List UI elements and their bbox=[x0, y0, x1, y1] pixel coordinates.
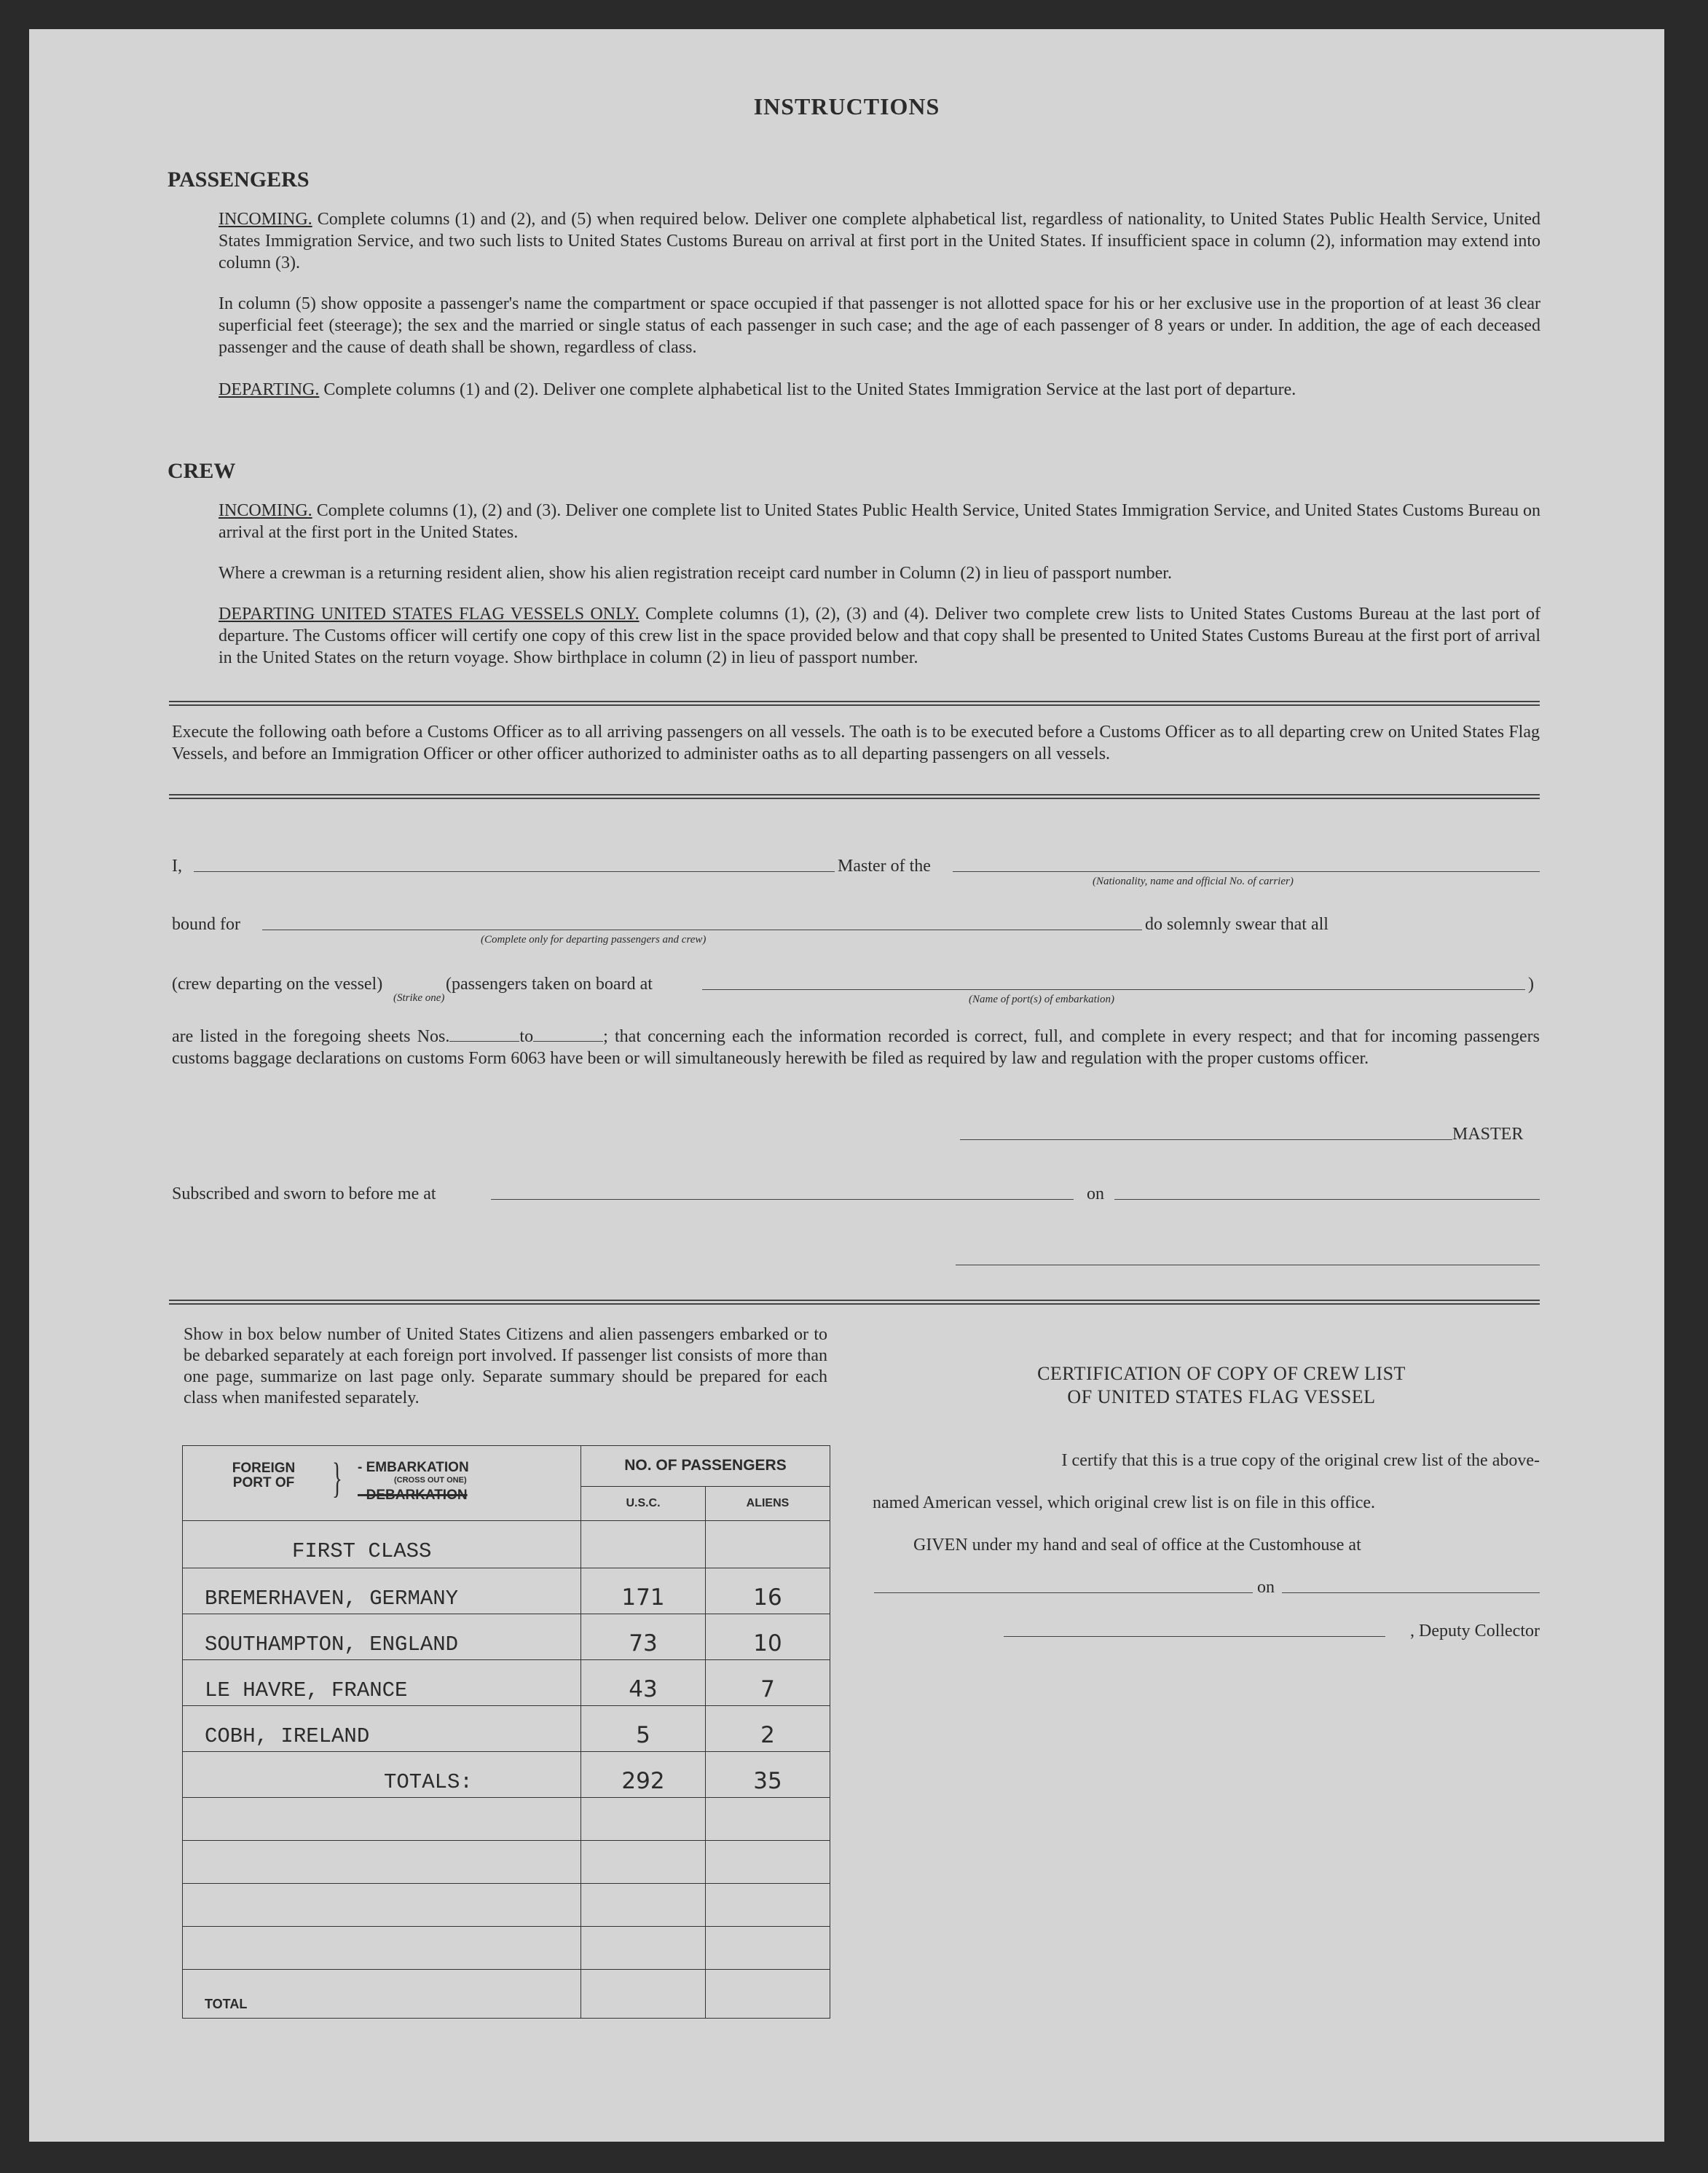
table-row bbox=[183, 1660, 830, 1706]
blank-cell[interactable] bbox=[581, 1841, 706, 1884]
port-cell: SOUTHAMPTON, ENGLAND bbox=[183, 1614, 581, 1660]
aliens-cell bbox=[706, 1521, 830, 1568]
crew-incoming-paragraph bbox=[219, 500, 1540, 543]
certify-line3: GIVEN under my hand and seal of office at the Customhouse at bbox=[913, 1536, 1361, 1555]
on-label: on bbox=[1087, 1184, 1104, 1203]
totals-aliens-cell: 35 bbox=[706, 1752, 830, 1798]
passengers-column5-paragraph: In column (5) show opposite a passenger's name the compartment or space occupied if that passenger is not allotted space for his or her exclusive use in the proportion of at least 36 clear superficial feet (steerage); the sex and the married or single status of each passenger in such case; and the age of each passenger of 8 years or under. In addition, the age of each deceased passenger and the cause of death shall be shown, regardless of class. bbox=[219, 294, 1540, 357]
port-cell: BREMERHAVEN, GERMANY bbox=[183, 1568, 581, 1614]
port-cell: COBH, IRELAND bbox=[183, 1706, 581, 1752]
table-row bbox=[183, 1884, 830, 1927]
listed-paragraph bbox=[172, 1026, 1540, 1069]
double-rule bbox=[169, 701, 1540, 706]
blank-cell[interactable] bbox=[183, 1841, 581, 1884]
table-row bbox=[183, 1568, 830, 1614]
crew-departing-paragraph bbox=[219, 603, 1540, 669]
sworn-date-field[interactable] bbox=[1114, 1199, 1540, 1200]
table-row bbox=[183, 1706, 830, 1752]
passengers-incoming-label: INCOMING. bbox=[219, 210, 312, 229]
embark-caption: (Name of port(s) of embarkation) bbox=[969, 994, 1114, 1005]
certification-title-line1: CERTIFICATION OF COPY OF CREW LIST bbox=[1037, 1363, 1406, 1384]
listed-text-2: ; that concerning each the information recorded is correct, full, and complete in every respect; and that for incoming passengers customs baggage declarations on customs Form 6063 have been or will simultaneously herewith be filed as required by law and regulation with the proper customs officer. bbox=[172, 1027, 1540, 1068]
bound-caption: (Complete only for departing passengers and crew) bbox=[481, 934, 707, 946]
deputy-signature-field[interactable] bbox=[1004, 1636, 1385, 1637]
blank-cell[interactable] bbox=[706, 1841, 830, 1884]
aliens-header: ALIENS bbox=[706, 1486, 830, 1520]
page-title: INSTRUCTIONS bbox=[753, 93, 940, 119]
totals-usc-cell: 292 bbox=[581, 1752, 706, 1798]
summary-instructions: Show in box below number of United States Citizens and alien passengers embarked or to be debarked separately at each foreign port involved. If passenger list consists of more than one page, summarize on last page only. Separate summary should be prepared for each class when manifested separately. bbox=[184, 1325, 827, 1407]
blank-cell[interactable] bbox=[581, 1798, 706, 1841]
table-row bbox=[183, 1927, 830, 1970]
cert-on-label: on bbox=[1257, 1578, 1275, 1597]
embarkation-port-field[interactable] bbox=[702, 989, 1525, 990]
master-signature-field[interactable] bbox=[960, 1139, 1452, 1140]
passenger-summary-table bbox=[182, 1445, 830, 2019]
cross-out-note: (CROSS OUT ONE) bbox=[394, 1476, 467, 1485]
usc-cell: 43 bbox=[581, 1660, 706, 1706]
strike-one-caption: (Strike one) bbox=[393, 992, 445, 1004]
no-of-passengers-header: NO. OF PASSENGERS bbox=[581, 1446, 830, 1487]
usc-cell: 5 bbox=[581, 1706, 706, 1752]
table-row bbox=[183, 1752, 830, 1798]
passengers-incoming-paragraph bbox=[219, 208, 1540, 274]
master-of-the-label: Master of the bbox=[838, 857, 931, 876]
usc-cell: 171 bbox=[581, 1568, 706, 1614]
sheet-to-field[interactable] bbox=[533, 1026, 603, 1042]
blank-cell[interactable] bbox=[706, 1884, 830, 1927]
carrier-caption: (Nationality, name and official No. of carrier) bbox=[1093, 876, 1294, 887]
listed-text-1: are listed in the foregoing sheets Nos. bbox=[172, 1027, 450, 1046]
crew-incoming-text: Complete columns (1), (2) and (3). Deliver one complete list to United States Public Health Service, United States Immigration Service, and United States Customs Bureau on arrival at the first port in the United States. bbox=[219, 501, 1541, 542]
usc-header: U.S.C. bbox=[581, 1486, 706, 1520]
crew-departing-label: DEPARTING UNITED STATES FLAG VESSELS ONLY. bbox=[219, 605, 639, 624]
bound-for-label: bound for bbox=[172, 915, 240, 934]
total-aliens-cell[interactable] bbox=[706, 1970, 830, 2019]
passengers-heading: PASSENGERS bbox=[168, 168, 310, 192]
deputy-collector-label: , Deputy Collector bbox=[1410, 1622, 1540, 1640]
port-header-cell bbox=[183, 1446, 581, 1521]
cert-date-field[interactable] bbox=[1282, 1592, 1540, 1593]
table-row bbox=[183, 1798, 830, 1841]
listed-to: to bbox=[519, 1027, 534, 1046]
crew-incoming-label: INCOMING. bbox=[219, 501, 312, 520]
crew-heading: CREW bbox=[168, 459, 236, 483]
oath-i-label: I, bbox=[172, 857, 182, 876]
oath-instructions: Execute the following oath before a Customs Officer as to all arriving passengers on all vessels. The oath is to be executed before a Customs Officer as to all departing crew on United States Flag Vessels, and before an Immigration Officer or other officer authorized to administer oaths as to all departing passengers on all vessels. bbox=[172, 723, 1540, 763]
passengers-incoming-text: Complete columns (1) and (2), and (5) when required below. Deliver one complete alphabetical list, regardless of nationality, to United States Public Health Service, United States Immigration Service, and two such lists to United States Customs Bureau on arrival at first port in the United States. If insufficient space in column (2), information may extend into column (3). bbox=[219, 210, 1540, 272]
blank-cell[interactable] bbox=[183, 1927, 581, 1970]
blank-cell[interactable] bbox=[183, 1884, 581, 1927]
blank-cell[interactable] bbox=[183, 1798, 581, 1841]
swear-text: do solemnly swear that all bbox=[1145, 915, 1329, 934]
crew-departing-text: Complete columns (1), (2), (3) and (4). Deliver two complete crew lists to United States Customs Bureau at the last port of departure. The Customs officer will certify one copy of this crew list in the space provided below and that copy shall be presented to United States Customs Bureau at the first port of arrival in the United States on the return voyage. Show birthplace in column (2) in lieu of passport number. bbox=[219, 605, 1541, 667]
port-cell: LE HAVRE, FRANCE bbox=[183, 1660, 581, 1706]
close-paren: ) bbox=[1528, 975, 1534, 994]
class-label-cell: FIRST CLASS bbox=[183, 1521, 581, 1568]
crew-resident-paragraph: Where a crewman is a returning resident alien, show his alien registration receipt card number in Column (2) in lieu of passport number. bbox=[219, 564, 1172, 583]
table-row bbox=[183, 1614, 830, 1660]
total-usc-cell[interactable] bbox=[581, 1970, 706, 2019]
blank-cell[interactable] bbox=[581, 1884, 706, 1927]
usc-cell bbox=[581, 1521, 706, 1568]
aliens-cell: 16 bbox=[706, 1568, 830, 1614]
subscribed-label: Subscribed and sworn to before me at bbox=[172, 1184, 436, 1203]
master-name-field[interactable] bbox=[194, 871, 835, 872]
foreign-port-of-header: FOREIGN PORT OF bbox=[232, 1461, 296, 1490]
table-row bbox=[183, 1841, 830, 1884]
brace-glyph: } bbox=[331, 1454, 342, 1501]
table-row bbox=[183, 1521, 830, 1568]
passengers-departing-paragraph bbox=[219, 379, 1540, 401]
blank-cell[interactable] bbox=[706, 1798, 830, 1841]
carrier-field[interactable] bbox=[953, 871, 1540, 872]
passengers-departing-text: Complete columns (1) and (2). Deliver one complete alphabetical list to the United States Immigration Service at the last port of departure. bbox=[323, 380, 1296, 399]
double-rule bbox=[169, 1300, 1540, 1305]
usc-cell: 73 bbox=[581, 1614, 706, 1660]
certification-title bbox=[903, 1362, 1540, 1409]
certify-line1: I certify that this is a true copy of the original crew list of the above- bbox=[1061, 1451, 1540, 1470]
passengers-taken-label: (passengers taken on board at bbox=[446, 975, 653, 994]
table-row bbox=[183, 1970, 830, 2019]
embarkation-option: - EMBARKATION bbox=[358, 1460, 469, 1475]
form-page bbox=[29, 29, 1664, 2142]
debarkation-option: - DEBARKATION bbox=[358, 1488, 468, 1503]
totals-label-cell: TOTALS: bbox=[183, 1752, 581, 1798]
total-label-cell: TOTAL bbox=[183, 1970, 581, 2019]
blank-cell[interactable] bbox=[706, 1927, 830, 1970]
master-label: MASTER bbox=[1452, 1125, 1524, 1144]
certify-line2: named American vessel, which original crew list is on file in this office. bbox=[873, 1493, 1376, 1512]
sworn-place-field[interactable] bbox=[491, 1199, 1074, 1200]
customhouse-field[interactable] bbox=[874, 1592, 1253, 1593]
sheet-from-field[interactable] bbox=[449, 1026, 519, 1042]
certification-title-line2: OF UNITED STATES FLAG VESSEL bbox=[1067, 1386, 1376, 1407]
passengers-departing-label: DEPARTING. bbox=[219, 380, 320, 399]
crew-departing-option: (crew departing on the vessel) bbox=[172, 975, 383, 994]
blank-cell[interactable] bbox=[581, 1927, 706, 1970]
aliens-cell: 2 bbox=[706, 1706, 830, 1752]
double-rule bbox=[169, 794, 1540, 799]
aliens-cell: 7 bbox=[706, 1660, 830, 1706]
aliens-cell: 10 bbox=[706, 1614, 830, 1660]
